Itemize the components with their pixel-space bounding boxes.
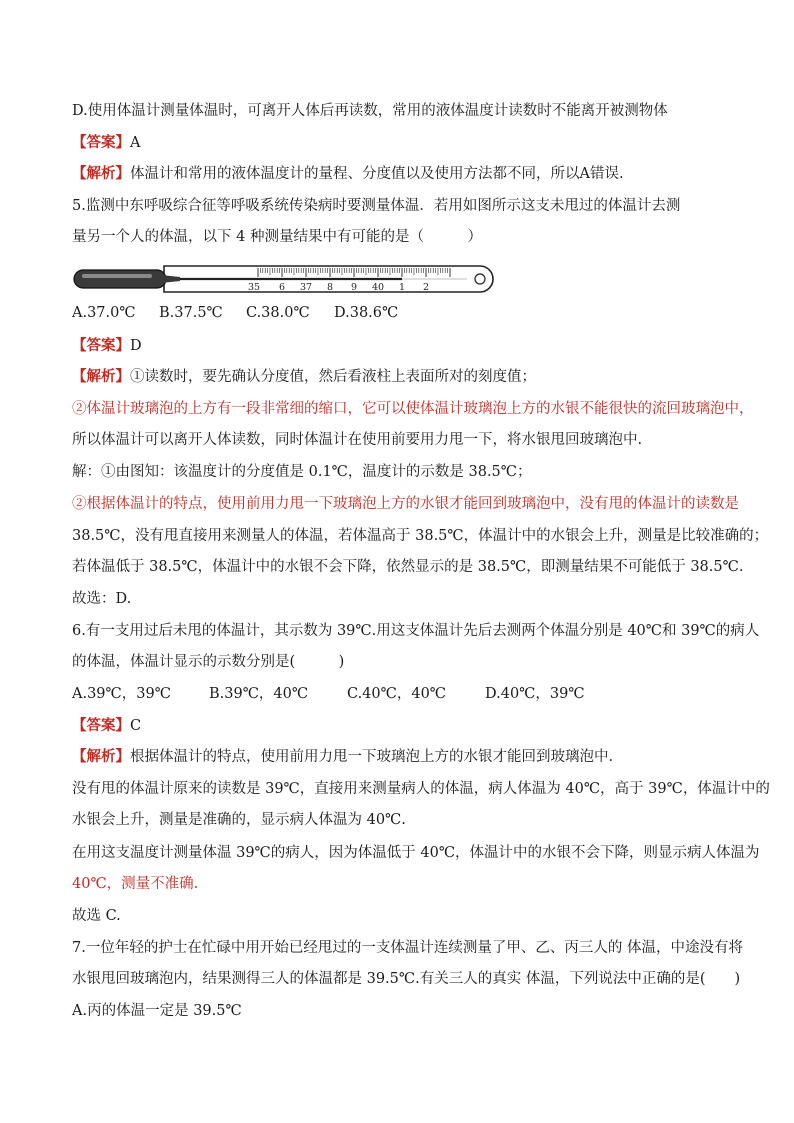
q5-option-d: D.38.6℃ — [334, 305, 399, 321]
q5-answer — [72, 336, 734, 356]
q5-solution-line2: ②根据体温计的特点，使用前用力甩一下玻璃泡上方的水银才能回到玻璃泡中，没有甩的体温计的读数是 — [72, 496, 739, 512]
q4-answer — [72, 133, 734, 153]
q6-choose: 故选 C. — [72, 908, 121, 924]
thermometer-neck — [152, 274, 180, 284]
analysis-text: 体温计和常用的液体温度计的量程、分度值以及使用方法都不同，所以A错误. — [130, 166, 624, 182]
q6-analysis-line5: 40℃，测量不准确. — [72, 876, 199, 892]
analysis-tag: 【解析】 — [72, 368, 130, 385]
q5-option-c: C.38.0℃ — [246, 305, 310, 321]
scale-label: 2 — [422, 282, 430, 293]
q5-stem-line2: 量另一个人的体温，以下 4 种测量结果中有可能的是（ ） — [72, 229, 482, 245]
answer-tag: 【答案】 — [72, 134, 130, 151]
q5-analysis-line2: ②体温计玻璃泡的上方有一段非常细的缩口，它可以使体温计玻璃泡上方的水银不能很快的流回玻璃泡中， — [72, 401, 754, 417]
scale-label: 9 — [350, 282, 358, 293]
thermometer-figure — [72, 258, 502, 300]
q6-option-d: D.40℃，39℃ — [485, 686, 585, 702]
scale-label: 35 — [247, 282, 261, 293]
answer-tag: 【答案】 — [72, 717, 130, 734]
q5-analysis-line3: 所以体温计可以离开人体读数，同时体温计在使用前要用力甩一下，将水银甩回玻璃泡中. — [72, 432, 643, 448]
thermometer-end-ring — [475, 274, 485, 284]
scale-ticks — [258, 268, 450, 277]
analysis-text: 根据体温计的特点，使用前用力甩一下玻璃泡上方的水银才能回到玻璃泡中. — [130, 749, 614, 765]
analysis-tag: 【解析】 — [72, 748, 130, 765]
q5-stem-line1: 5.监测中东呼吸综合征等呼吸系统传染病时要测量体温．若用如图所示这支未甩过的体温计去测 — [72, 198, 681, 214]
q5-solution-line1: 解：①由图知：该温度计的分度值是 0.1℃，温度计的示数是 38.5℃； — [72, 464, 532, 480]
q4-option-d: D.使用体温计测量体温时，可离开人体后再读数，常用的液体温度计读数时不能离开被测物体 — [72, 103, 668, 119]
q5-choose: 故选：D. — [72, 591, 132, 607]
scale-label: 6 — [278, 282, 286, 293]
q6-answer — [72, 716, 734, 736]
scale-label: 8 — [326, 282, 334, 293]
scale-label: 1 — [398, 282, 406, 293]
answer-value: C — [130, 718, 142, 734]
answer-tag: 【答案】 — [72, 337, 130, 354]
q4-analysis — [72, 164, 734, 184]
q6-option-b: B.39℃，40℃ — [209, 686, 309, 702]
q6-analysis-line2: 没有甩的体温计原来的读数是 39℃，直接用来测量病人的体温，病人体温为 40℃，高于 39℃，体温计中的 — [72, 781, 770, 797]
q6-stem-line1: 6.有一支用过后未甩的体温计，其示数为 39℃.用这支体温计先后去测两个体温分别是 40℃和 39℃的病人 — [72, 623, 760, 639]
q5-option-a: A.37.0℃ — [72, 305, 136, 321]
scale-label: 37 — [299, 282, 313, 293]
q5-analysis — [72, 367, 734, 387]
q6-option-c: C.40℃，40℃ — [347, 686, 447, 702]
q7-stem-line2: 水银甩回玻璃泡内，结果测得三人的体温都是 39.5℃.有关三人的真实 体温，下列说法中正确的是( ) — [72, 971, 741, 987]
q6-stem-line2: 的体温，体温计显示的示数分别是( ) — [72, 654, 345, 670]
analysis-text: ①读数时，要先确认分度值，然后看液柱上表面所对的刻度值； — [130, 369, 536, 385]
q7-stem-line1: 7.一位年轻的护士在忙碌中用开始已经甩过的一支体温计连续测量了甲、乙、丙三人的 体温，中途没有将 — [72, 940, 743, 956]
q5-option-b: B.37.5℃ — [159, 305, 223, 321]
q7-option-a: A.丙的体温一定是 39.5℃ — [72, 1003, 242, 1019]
bulb-highlight — [82, 274, 152, 278]
q6-option-a: A.39℃，39℃ — [72, 686, 171, 702]
answer-value: A — [130, 135, 141, 151]
q5-solution-line4: 若体温低于 38.5℃，体温计中的水银不会下降，依然显示的是 38.5℃，即测量结果不可能低于 38.5℃. — [72, 559, 744, 575]
analysis-tag: 【解析】 — [72, 165, 130, 182]
q6-analysis-line3: 水银会上升，测量是准确的，显示病人体温为 40℃. — [72, 812, 406, 828]
answer-value: D — [130, 338, 142, 354]
q5-solution-line3: 38.5℃，没有甩直接用来测量人的体温，若体温高于 38.5℃，体温计中的水银会上升，测量是比较准确的； — [72, 528, 769, 544]
q6-analysis — [72, 747, 734, 767]
scale-label: 40 — [371, 282, 385, 293]
q6-analysis-line4: 在用这支温度计测量体温 39℃的病人，因为体温低于 40℃，体温计中的水银不会下降，则显示病人体温为 — [72, 845, 760, 861]
